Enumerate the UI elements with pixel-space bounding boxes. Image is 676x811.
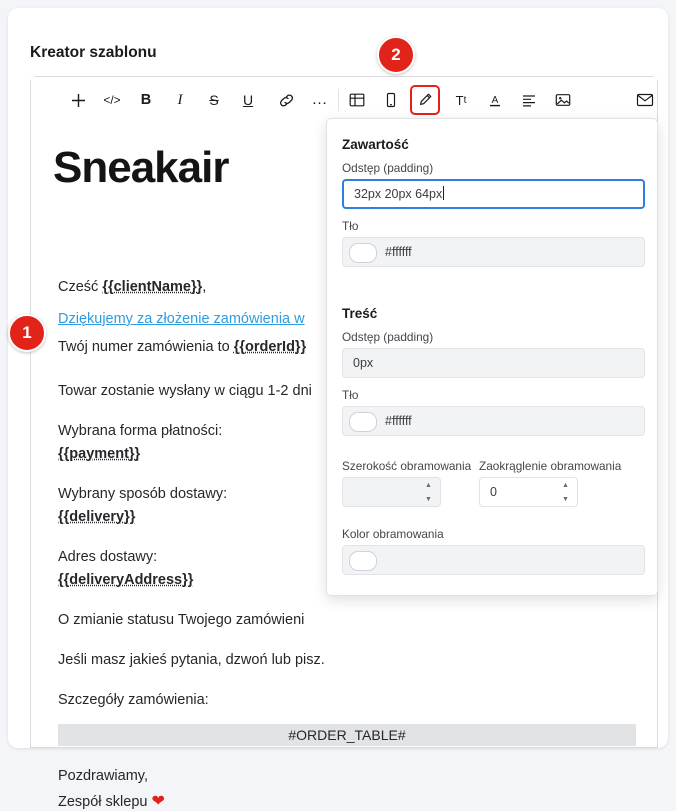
bold-icon[interactable]: B <box>140 92 152 108</box>
border-radius-input[interactable] <box>479 477 578 507</box>
svg-text:A: A <box>491 95 499 106</box>
align-icon[interactable] <box>514 85 544 115</box>
content-background-input[interactable] <box>342 406 645 436</box>
page-title: Kreator szablonu <box>30 44 157 61</box>
container-section-title: Zawartość <box>342 137 409 152</box>
border-color-input[interactable] <box>342 545 645 575</box>
heart-icon: ❤ <box>151 793 165 810</box>
payment-variable-line <box>58 446 140 462</box>
color-swatch-icon[interactable] <box>349 243 377 263</box>
order-id-variable: {{orderId}} <box>233 339 307 355</box>
border-width-label: Szerokość obramowania <box>342 459 472 473</box>
content-padding-value: 0px <box>353 356 374 370</box>
thank-you-link[interactable]: Dziękujemy za złożenie zamówienia w <box>58 311 305 327</box>
annotation-badge-2: 2 <box>377 36 415 74</box>
closing-team-text: Zespół sklepu <box>58 794 148 810</box>
stepper-icon[interactable]: ▲ ▼ <box>562 482 569 503</box>
content-padding-label: Odstęp (padding) <box>342 330 434 344</box>
delivery-address-variable: {{deliveryAddress}} <box>58 572 194 588</box>
underline-icon[interactable]: U <box>242 92 254 108</box>
closing-line-1: Pozdrawiamy, <box>58 768 148 784</box>
editor-toolbar <box>31 77 657 124</box>
container-background-input[interactable] <box>342 237 645 267</box>
greeting-text: Cześć <box>58 279 103 295</box>
border-color-label: Kolor obramowania <box>342 527 444 541</box>
payment-label-line: Wybrana forma płatności: <box>58 423 223 439</box>
order-details-label: Szczegóły zamówienia: <box>58 692 209 708</box>
more-options-icon[interactable]: … <box>311 91 329 108</box>
greeting-suffix: , <box>202 279 207 295</box>
container-background-value: #ffffff <box>385 245 412 259</box>
delivery-label-line: Wybrany sposób dostawy: <box>58 486 228 502</box>
closing-line-2 <box>58 791 165 811</box>
payment-variable: {{payment}} <box>58 446 141 462</box>
source-code-icon[interactable]: </> <box>103 93 121 107</box>
email-preview-icon[interactable] <box>630 85 660 115</box>
container-padding-input[interactable] <box>342 179 645 209</box>
toolbar-divider <box>338 89 339 111</box>
container-padding-value: 32px 20px 64px <box>354 187 443 201</box>
border-radius-value: 0 <box>490 485 497 499</box>
address-variable-line <box>58 572 193 588</box>
container-background-label: Tło <box>342 219 359 233</box>
mobile-preview-icon[interactable] <box>376 85 406 115</box>
greeting-line <box>58 279 206 295</box>
content-background-label: Tło <box>342 388 359 402</box>
add-block-icon[interactable] <box>63 85 93 115</box>
delivery-variable: {{delivery}} <box>58 509 136 525</box>
style-brush-icon[interactable] <box>410 85 440 115</box>
address-label-line: Adres dostawy: <box>58 549 158 565</box>
annotation-badge-1: 1 <box>8 314 46 352</box>
style-settings-panel <box>326 118 658 596</box>
color-swatch-icon[interactable] <box>349 412 377 432</box>
color-swatch-icon[interactable] <box>349 551 377 571</box>
questions-line: Jeśli masz jakieś pytania, dzwoń lub pisz. <box>58 652 325 668</box>
order-number-line <box>58 339 306 355</box>
order-number-text: Twój numer zamówienia to <box>58 339 234 355</box>
shipping-time-line: Towar zostanie wysłany w ciągu 1-2 dni <box>58 383 312 399</box>
order-table-placeholder: #ORDER_TABLE# <box>58 724 636 746</box>
link-icon[interactable] <box>271 85 301 115</box>
client-name-variable: {{clientName}} <box>102 279 203 295</box>
table-icon[interactable] <box>342 85 372 115</box>
status-info-line: O zmianie statusu Twojego zamówieni <box>58 612 305 628</box>
content-padding-input[interactable] <box>342 348 645 378</box>
image-icon[interactable] <box>548 85 578 115</box>
border-radius-label: Zaokrąglenie obramowania <box>479 459 622 473</box>
italic-icon[interactable]: I <box>177 91 183 108</box>
font-size-icon[interactable]: T t <box>455 92 467 108</box>
delivery-variable-line <box>58 509 135 525</box>
border-width-input[interactable] <box>342 477 441 507</box>
template-builder-card <box>8 8 668 810</box>
stepper-icon[interactable]: ▲ ▼ <box>425 482 432 503</box>
text-caret <box>443 186 444 200</box>
container-padding-label: Odstęp (padding) <box>342 161 434 175</box>
email-brand-logo: Sneakair <box>53 143 229 192</box>
strikethrough-icon[interactable]: S <box>209 92 219 108</box>
font-color-icon[interactable] <box>480 85 510 115</box>
content-section-title: Treść <box>342 306 378 321</box>
content-background-value: #ffffff <box>385 414 412 428</box>
